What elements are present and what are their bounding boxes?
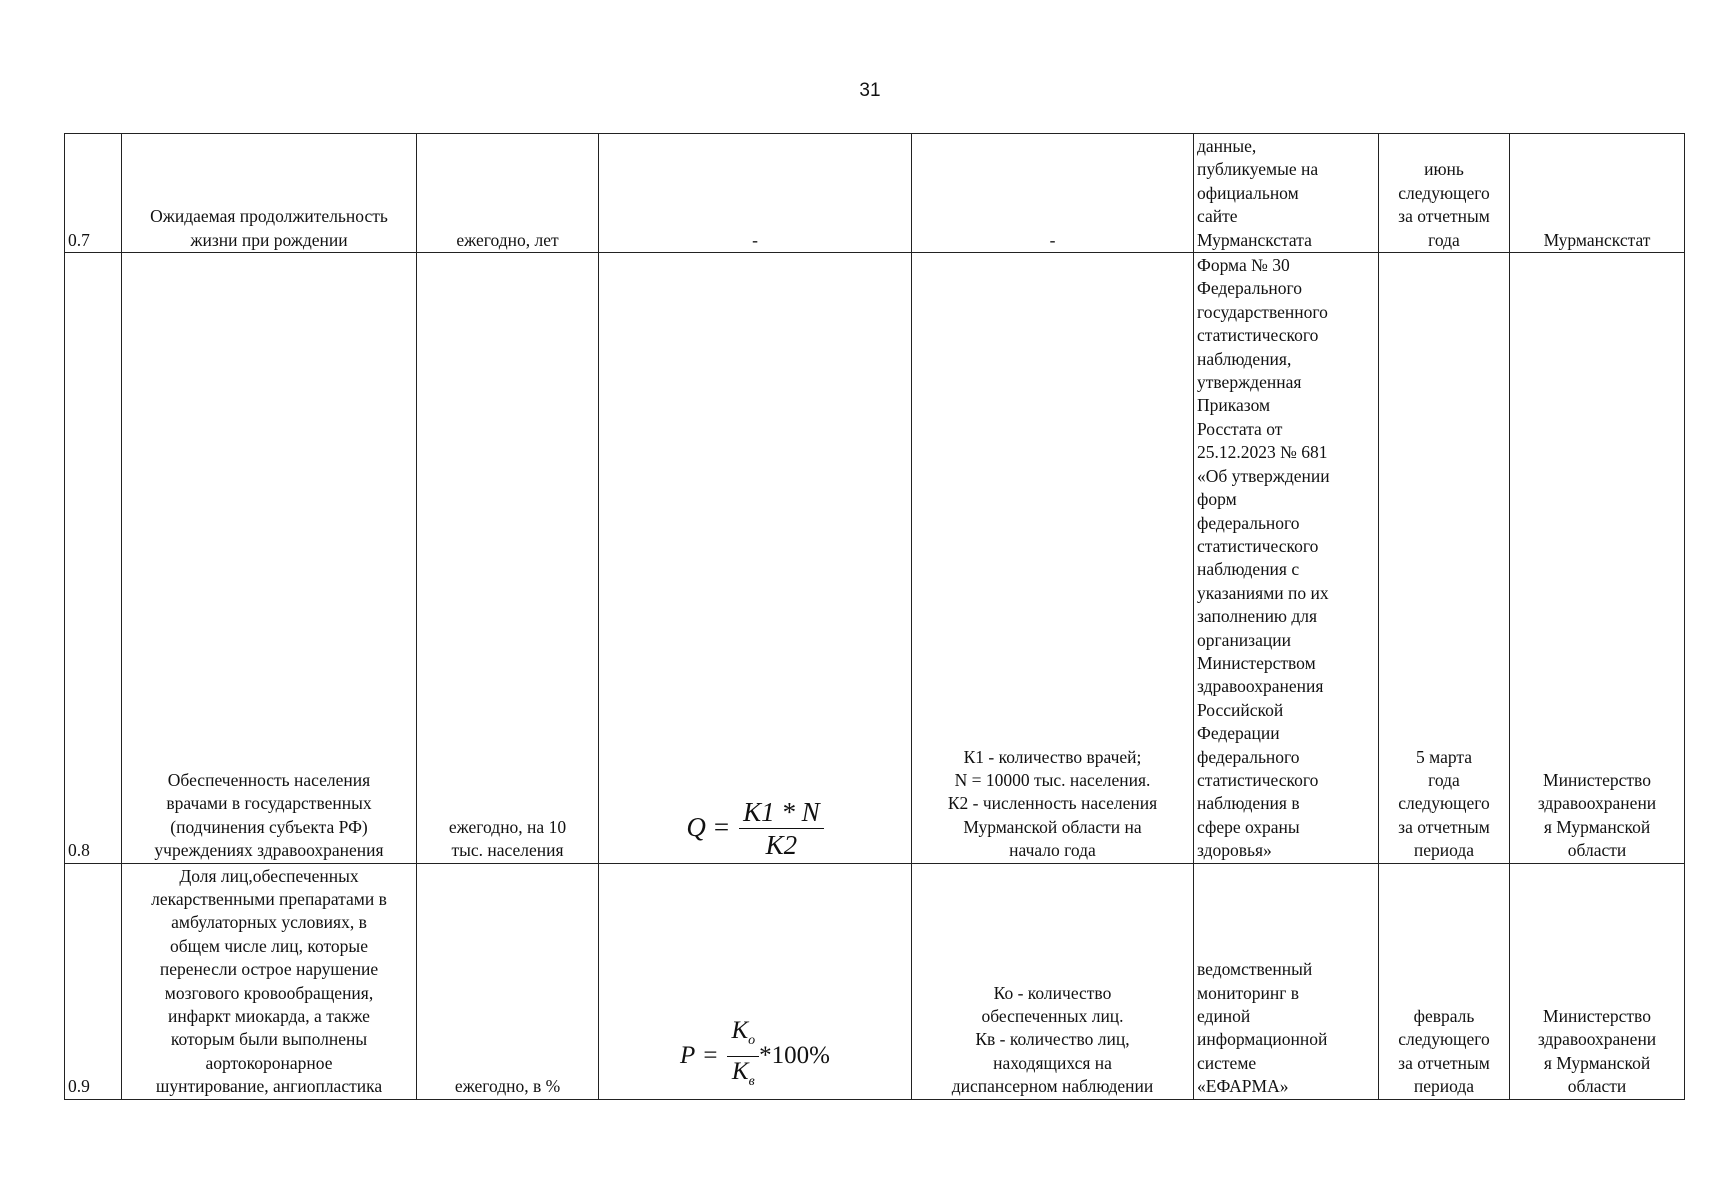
formula-equals: = bbox=[703, 1042, 718, 1070]
row-number-cell: 0.8 bbox=[65, 253, 122, 864]
responsible-cell: Министерство здравоохранени я Мурманской области bbox=[1510, 863, 1685, 1099]
source-cell: ведомственный мониторинг в единой информационной системе «ЕФАРМА» bbox=[1194, 863, 1379, 1099]
description-cell: Ко - количество обеспеченных лиц. Кв - количество лиц, находящихся на диспансерном наблюдении bbox=[912, 863, 1194, 1099]
periodicity-cell: ежегодно, лет bbox=[417, 134, 599, 253]
numerator-subscript: о bbox=[748, 1032, 756, 1048]
formula-tail: *100% bbox=[759, 1042, 830, 1070]
formula-fraction bbox=[739, 796, 824, 861]
description-cell: - bbox=[912, 134, 1194, 253]
formula-cell bbox=[599, 253, 912, 864]
denominator-symbol: K bbox=[731, 1057, 749, 1085]
formula-lhs: P bbox=[680, 1042, 696, 1070]
formula-expression bbox=[686, 796, 823, 861]
formula-numerator bbox=[727, 1016, 759, 1057]
source-cell: Форма № 30 Федерального государственного статистического наблюдения, утвержденная Приказом Росстата от 25.12.2023 № 681 «Об утверждении форм федерального статистического наблюдения с указаниями по их заполнению для организации Министерством здравоохранения Российской Федерации федерального статистического наблюдения в сфере охраны здоровья» bbox=[1194, 253, 1379, 864]
formula-equals: = bbox=[713, 812, 730, 843]
formula-cell: - bbox=[599, 134, 912, 253]
indicator-name-cell: Доля лиц,обеспеченных лекарственными препаратами в амбулаторных условиях, в общем числе лиц, которые перенесли острое нарушение мозгового кровообращения, инфаркт миокарда, а также которым были выполнены аортокоронарное шунтирование, ангиопластика bbox=[122, 863, 417, 1099]
formula-lhs: Q bbox=[686, 812, 706, 843]
denominator-subscript: в bbox=[748, 1073, 755, 1089]
periodicity-cell: ежегодно, в % bbox=[417, 863, 599, 1099]
indicators-table bbox=[64, 133, 1685, 1100]
table-row bbox=[65, 253, 1685, 864]
formula-cell bbox=[599, 863, 912, 1099]
page-number: 31 bbox=[859, 80, 881, 101]
formula-denominator: K2 bbox=[765, 829, 798, 860]
table-row bbox=[65, 134, 1685, 253]
formula-expression bbox=[680, 1016, 830, 1097]
table-row bbox=[65, 863, 1685, 1099]
formula-numerator: K1 * N bbox=[739, 796, 824, 829]
row-number-cell: 0.7 bbox=[65, 134, 122, 253]
formula-fraction bbox=[727, 1016, 759, 1097]
row-number-cell: 0.9 bbox=[65, 863, 122, 1099]
deadline-cell: июнь следующего за отчетным года bbox=[1379, 134, 1510, 253]
indicator-name-cell: Ожидаемая продолжительность жизни при рождении bbox=[122, 134, 417, 253]
source-cell: данные, публикуемые на официальном сайте Мурманскстата bbox=[1194, 134, 1379, 253]
responsible-cell: Мурманскстат bbox=[1510, 134, 1685, 253]
deadline-cell: 5 марта года следующего за отчетным периода bbox=[1379, 253, 1510, 864]
indicator-name-cell: Обеспеченность населения врачами в государственных (подчинения субъекта РФ) учреждениях здравоохранения bbox=[122, 253, 417, 864]
deadline-cell: февраль следующего за отчетным периода bbox=[1379, 863, 1510, 1099]
description-cell: К1 - количество врачей; N = 10000 тыс. населения. К2 - численность населения Мурманской области на начало года bbox=[912, 253, 1194, 864]
periodicity-cell: ежегодно, на 10 тыс. населения bbox=[417, 253, 599, 864]
numerator-symbol: K bbox=[731, 1016, 749, 1044]
formula-denominator bbox=[728, 1057, 759, 1097]
responsible-cell: Министерство здравоохранени я Мурманской области bbox=[1510, 253, 1685, 864]
